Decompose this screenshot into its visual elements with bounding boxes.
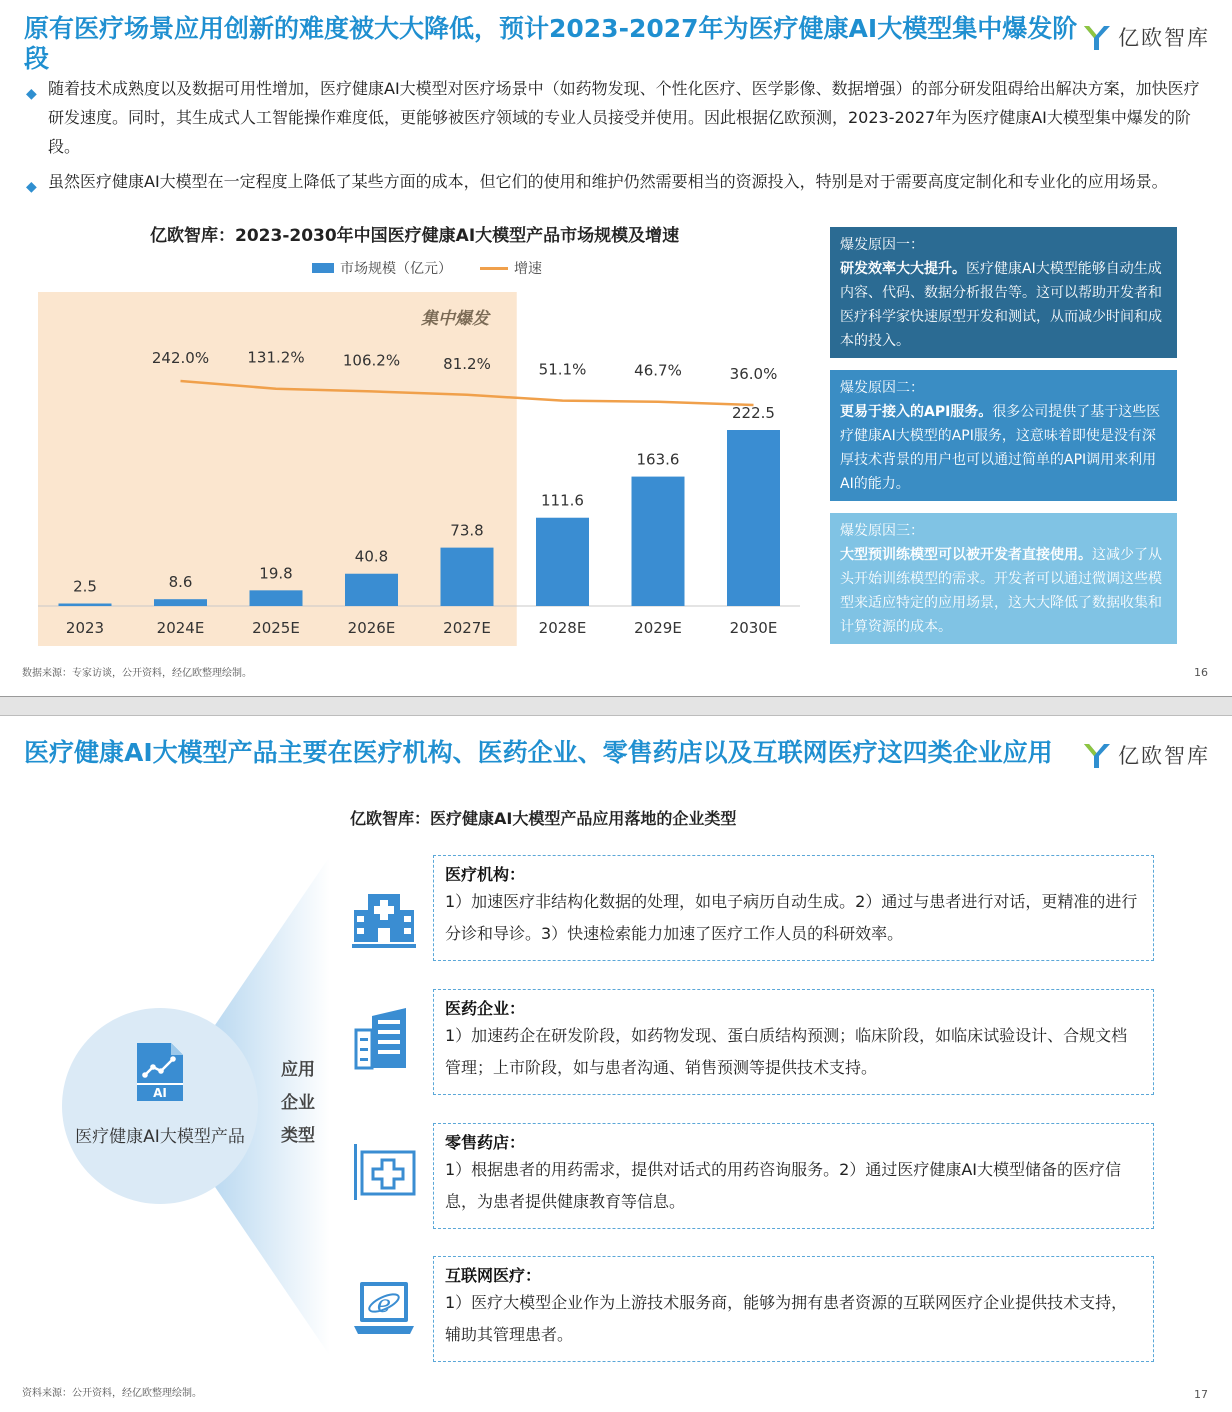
card-title: 医疗机构： [445,865,526,884]
card-title: 医药企业： [445,999,526,1018]
card-retail-pharmacy [433,1123,1154,1229]
bar-value-label: 73.8 [450,521,484,540]
use-label-line: 类型 [281,1126,315,1146]
use-label-line: 企业 [281,1093,315,1113]
page-title: 原有医疗场景应用创新的难度被大大降低，预计2023-2027年为医疗健康AI大模型集中爆发阶段 [24,14,1078,73]
growth-rate-label: 51.1% [538,360,587,379]
x-tick-label: 2028E [538,619,587,637]
legend-item-bar [312,258,452,278]
page-number: 16 [1194,666,1208,679]
reason-box-1 [830,227,1177,358]
page-separator [0,696,1232,716]
use-type-label [278,1054,318,1153]
bar-value-label: 19.8 [259,564,293,583]
x-tick-label: 2024E [156,619,205,637]
reason-text: 很多公司提供了基于这些医疗健康AI大模型的API服务，这意味着即使是没有深厚技术背景的用户也可以通过简单的API调用来利用AI的能力。 [840,404,1161,492]
page-number: 17 [1194,1388,1208,1401]
growth-rate-label: 106.2% [342,351,401,370]
bar-value-label: 163.6 [636,450,680,469]
bullet-text: 随着技术成熟度以及数据可用性增加，医疗健康AI大模型对医疗场景中（如药物发现、个性化医疗、医学影像、数据增强）的部分研发阻碍给出解决方案，加快医疗研发速度。同时，其生成式人工智能操作难度低，更能够被医疗领域的专业人员接受并使用。因此根据亿欧预测，2023-2027年为医疗健康AI大模型集中爆发的阶段。 [48,79,1200,156]
yiou-logo-icon [1082,740,1112,770]
bar-2028E [536,518,589,606]
highlight-label: 集中爆发 [421,309,489,328]
card-title: 零售药店： [445,1133,526,1152]
card-body: 1）根据患者的用药需求，提供对话式的用药咨询服务。2）通过医疗健康AI大模型储备的医疗信息，为患者提供健康教育等信息。 [445,1160,1122,1211]
bar-2026E [345,574,398,606]
hospital-icon [350,886,418,954]
reason-heading: 爆发原因三： [840,523,924,539]
diamond-bullet-icon: ◆ [26,86,37,102]
logo [1082,22,1210,52]
diagram-title: 亿欧智库：医疗健康AI大模型产品应用落地的企业类型 [350,809,737,828]
reason-heading: 爆发原因一： [840,237,924,253]
reason-text: 这减少了从头开始训练模型的需求。开发者可以通过微调这些模型来适应特定的应用场景，这大大降低了数据收集和计算资源的成本。 [840,547,1162,635]
bar-2023 [59,604,112,607]
diamond-bullet-icon: ◆ [26,179,37,195]
bullet-text: 虽然医疗健康AI大模型在一定程度上降低了某些方面的成本，但它们的使用和维护仍然需要相当的资源投入，特别是对于需要高度定制化和专业化的应用场景。 [48,172,1168,191]
reason-bold: 大型预训练模型可以被开发者直接使用。 [840,547,1092,563]
reason-bold: 研发效率大大提升。 [840,261,966,277]
legend-swatch-line [480,267,508,270]
card-pharma-enterprise [433,989,1154,1095]
bar-2025E [250,590,303,606]
reason-heading: 爆发原因二： [840,380,924,396]
center-label: 医疗健康AI大模型产品 [75,1127,245,1147]
x-tick-label: 2027E [443,619,491,637]
bar-value-label: 111.6 [541,491,584,510]
slide-17 [0,716,1232,1412]
page-title: 医疗健康AI大模型产品主要在医疗机构、医药企业、零售药店以及互联网医疗这四类企业应用 [24,738,1053,767]
market-size-chart [30,286,810,646]
x-tick-label: 2023 [65,619,105,637]
card-body: 1）医疗大模型企业作为上游技术服务商，能够为拥有患者资源的互联网医疗企业提供技术支持，辅助其管理患者。 [445,1293,1128,1344]
x-tick-label: 2030E [729,619,778,637]
legend-label-line: 增速 [514,261,542,277]
center-circle [62,1008,258,1204]
ai-badge-label: AI [153,1086,167,1100]
reason-box-3 [830,513,1177,644]
chart-title: 亿欧智库：2023-2030年中国医疗健康AI大模型产品市场规模及增速 [150,226,680,246]
reason-text: 医疗健康AI大模型能够自动生成内容、代码、数据分析报告等。这可以帮助开发者和医疗科学家快速原型开发和测试，从而减少时间和成本的投入。 [840,261,1162,349]
card-title: 互联网医疗： [445,1266,542,1285]
bar-2024E [154,599,207,606]
bar-2029E [632,477,685,606]
yiou-logo-icon [1082,22,1112,52]
data-source: 资料来源：公开资料，经亿欧整理绘制。 [22,1388,202,1399]
growth-rate-label: 36.0% [729,365,778,383]
x-tick-label: 2029E [634,619,682,637]
logo [1082,740,1210,770]
bullet-item [26,167,1211,196]
bar-2030E [727,430,780,606]
data-source: 数据来源：专家访谈，公开资料，经亿欧整理绘制。 [22,668,252,679]
card-body: 1）加速医疗非结构化数据的处理，如电子病历自动生成。2）通过与患者进行对话，更精准的进行分诊和导诊。3）快速检索能力加速了医疗工作人员的科研效率。 [445,892,1138,943]
growth-rate-label: 81.2% [443,354,491,373]
bullet-item [26,74,1211,161]
x-tick-label: 2025E [252,619,300,637]
card-medical-institution [433,855,1154,961]
slide-16 [0,0,1232,696]
legend-label-bar: 市场规模（亿元） [340,261,452,277]
growth-rate-label: 131.2% [247,348,305,367]
bar-2027E [441,548,494,606]
bar-value-label: 222.5 [732,404,775,422]
card-internet-medical [433,1256,1154,1362]
bar-value-label: 40.8 [354,547,389,566]
chart-legend [312,258,542,278]
logo-text: 亿欧智库 [1118,744,1210,768]
card-body: 1）加速药企在研发阶段，如药物发现、蛋白质结构预测；临床阶段，如临床试验设计、合规文档管理；上市阶段，如与患者沟通、销售预测等提供技术支持。 [445,1026,1128,1077]
legend-swatch-bar [312,263,334,273]
pharmacy-cross-icon [350,1138,418,1206]
growth-rate-label: 242.0% [151,349,210,367]
reason-box-2 [830,370,1177,501]
logo-text: 亿欧智库 [1118,26,1210,50]
use-label-line: 应用 [281,1060,315,1080]
reason-bold: 更易于接入的API服务。 [840,404,993,420]
growth-rate-label: 46.7% [634,361,682,380]
legend-item-line [480,258,542,278]
x-tick-label: 2026E [347,619,396,637]
laptop-internet-icon [350,1274,418,1342]
building-icon [350,1006,418,1074]
bar-value-label: 8.6 [168,573,193,592]
bar-value-label: 2.5 [73,577,97,596]
svg-text:e: e [376,1290,392,1318]
bullet-list [26,74,1211,202]
